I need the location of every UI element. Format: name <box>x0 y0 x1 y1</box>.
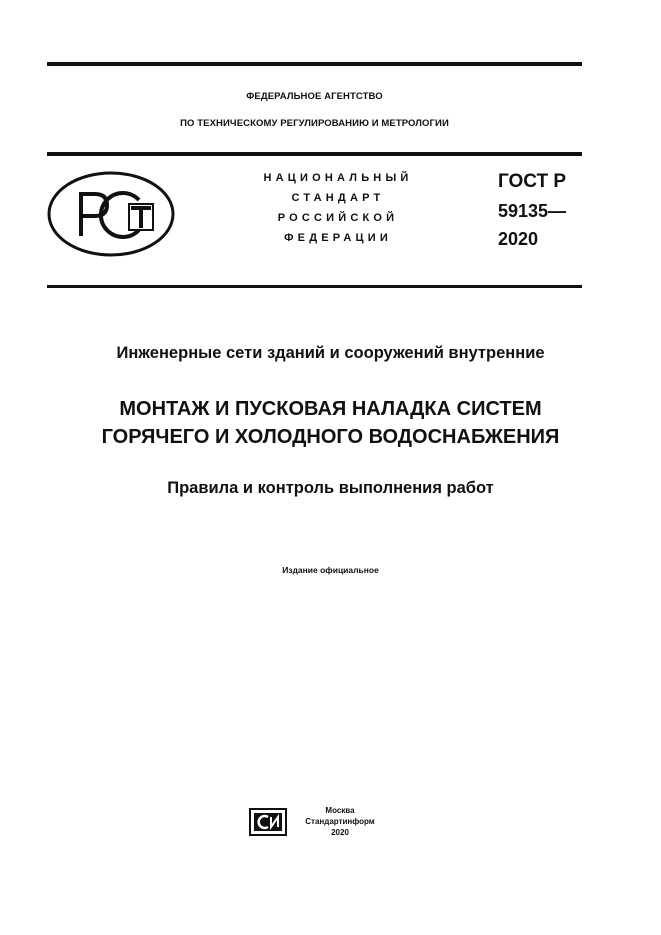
national-standard-line-2: СТАНДАРТ <box>291 192 385 204</box>
national-standard-line-1: НАЦИОНАЛЬНЫЙ <box>263 172 413 184</box>
publisher-name: Стандартинформ <box>305 817 375 826</box>
top-rule <box>47 62 582 66</box>
national-standard-line-3: РОССИЙСКОЙ <box>277 212 399 224</box>
publisher-year: 2020 <box>331 828 349 837</box>
document-subtitle: Правила и контроль выполнения работ <box>167 479 494 497</box>
rst-certification-mark-icon <box>47 170 175 258</box>
document-title-line-2: ГОРЯЧЕГО И ХОЛОДНОГО ВОДОСНАБЖЕНИЯ <box>101 426 560 448</box>
standartinform-logo-icon <box>249 808 287 836</box>
document-subject: Инженерные сети зданий и сооружений внутренние <box>116 344 545 362</box>
standard-designation-line-1: ГОСТ Р <box>498 171 567 192</box>
national-standard-line-4: ФЕДЕРАЦИИ <box>284 232 392 244</box>
agency-title-line-2: ПО ТЕХНИЧЕСКОМУ РЕГУЛИРОВАНИЮ И МЕТРОЛОГИИ <box>180 118 449 129</box>
document-title-line-1: МОНТАЖ И ПУСКОВАЯ НАЛАДКА СИСТЕМ <box>119 398 542 420</box>
edition-note: Издание официальное <box>282 565 379 575</box>
standard-designation-line-3: 2020 <box>498 229 539 249</box>
agency-title-line-1: ФЕДЕРАЛЬНОЕ АГЕНТСТВО <box>246 91 383 102</box>
middle-rule <box>47 152 582 156</box>
bottom-rule <box>47 285 582 288</box>
publisher-city: Москва <box>325 806 355 815</box>
standard-designation-line-2: 59135— <box>498 201 567 221</box>
